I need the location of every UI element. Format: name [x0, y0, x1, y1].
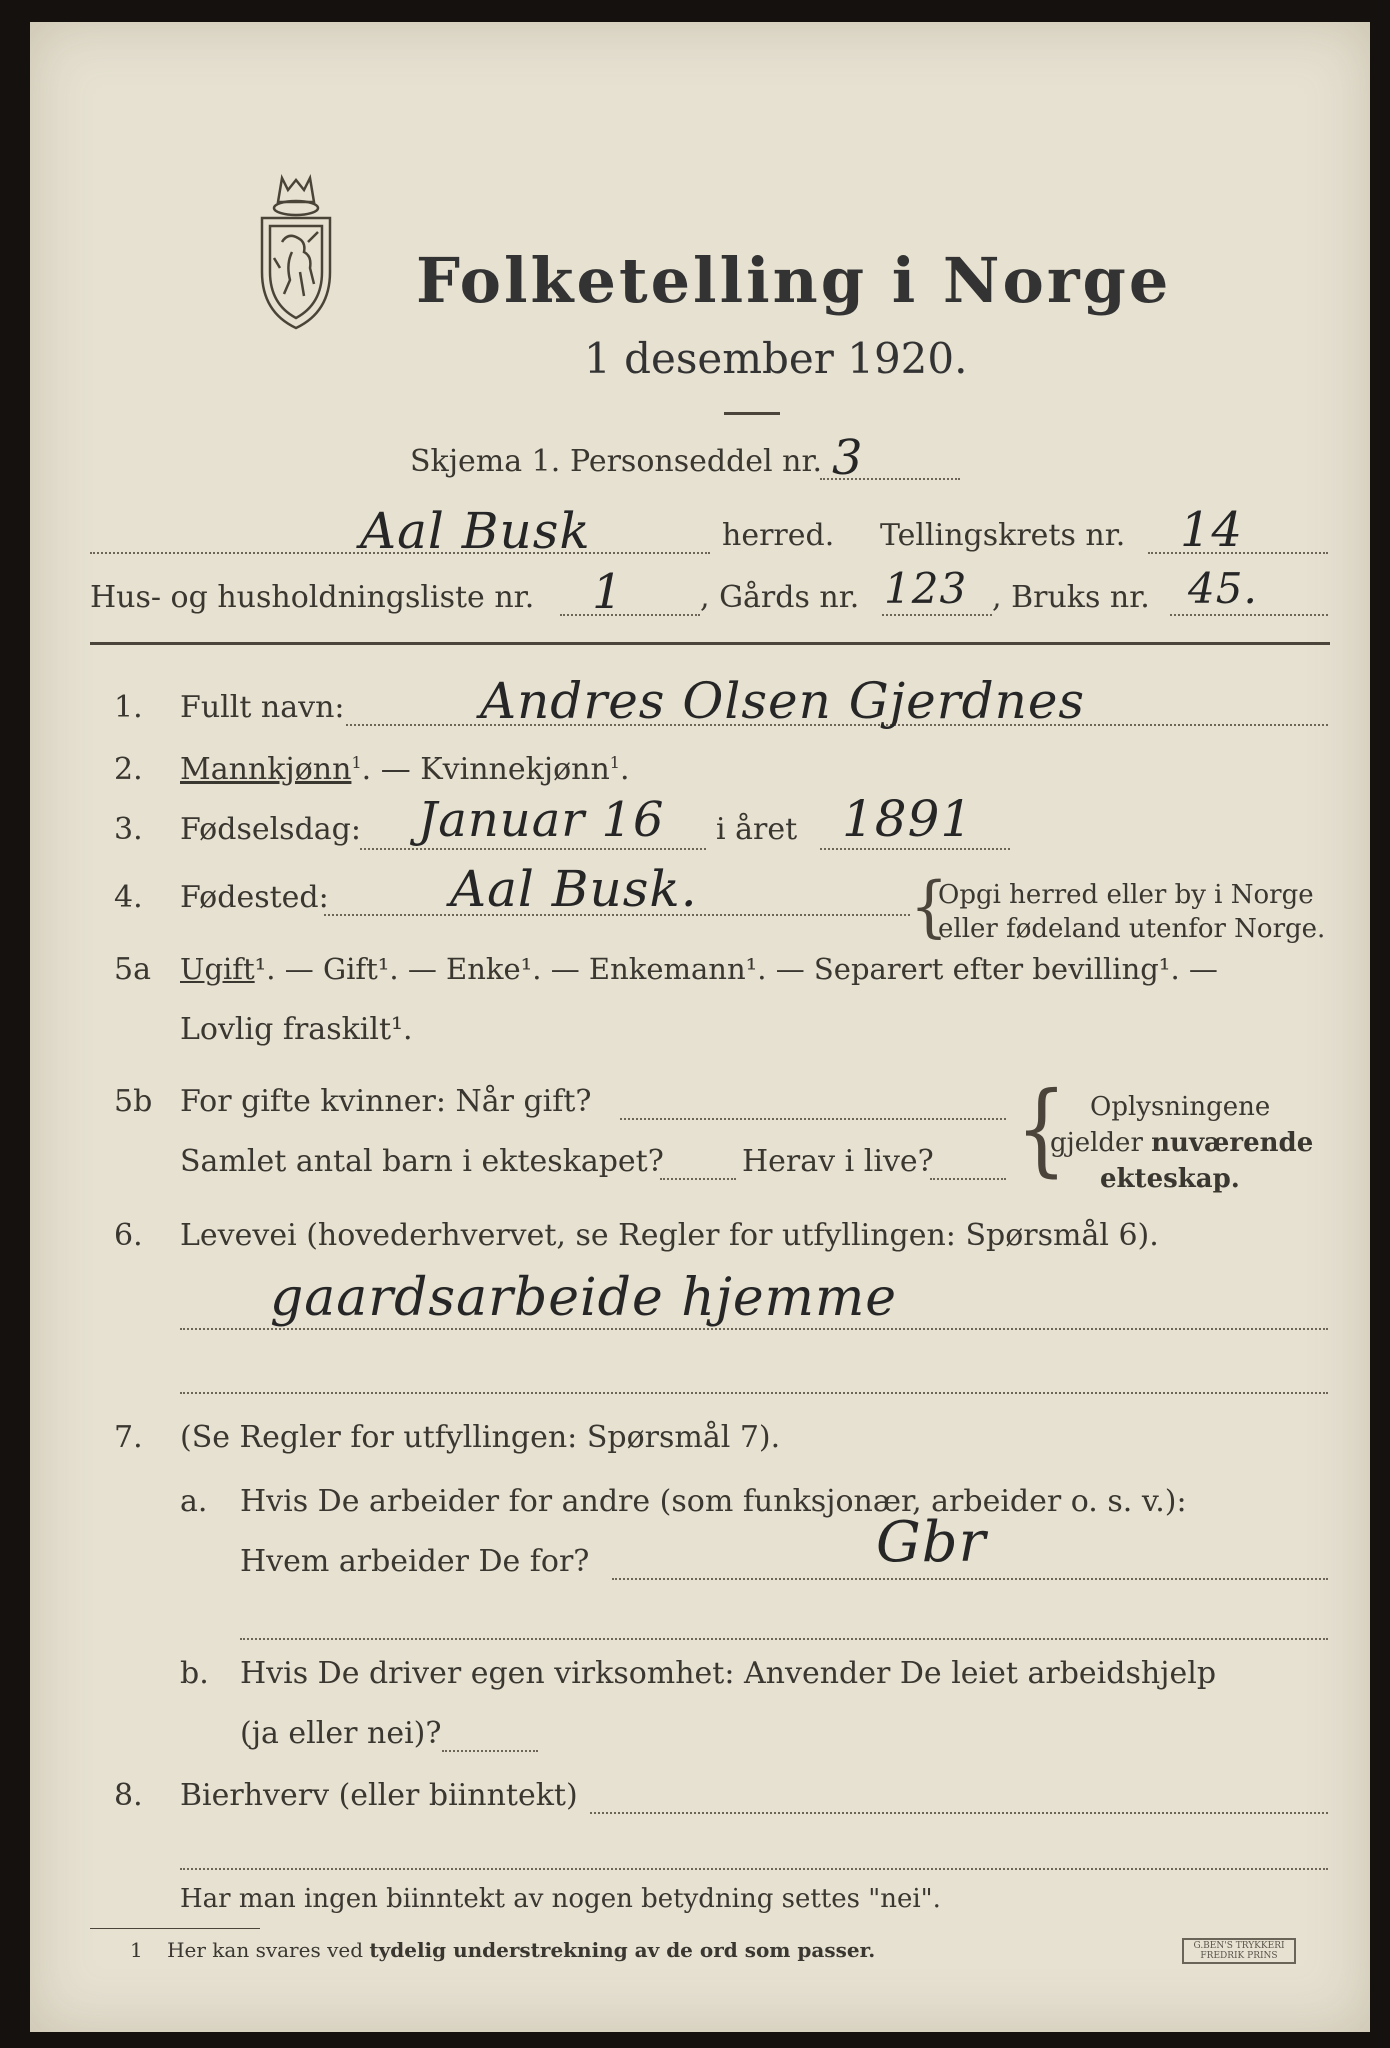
q6-value: gaardsarbeide hjemme: [270, 1268, 898, 1328]
footnote-divider: [90, 1928, 260, 1929]
gards-value: 123: [884, 564, 968, 613]
personseddel-value: 3: [832, 430, 864, 486]
q4-brace: {: [910, 868, 949, 946]
q6-label: Levevei (hovederhvervet, se Regler for utfyllingen: Spørsmål 6).: [180, 1218, 1159, 1253]
q7b-number: b.: [180, 1656, 209, 1691]
q8-label: Bierhverv (eller biinntekt): [180, 1778, 578, 1813]
q5b-note-3: ekteskap.: [1100, 1164, 1240, 1194]
q5b-brace: {: [1016, 1070, 1067, 1187]
q3-value: Januar 16: [418, 792, 665, 848]
q7-number: 7.: [114, 1420, 143, 1455]
q8-note: Har man ingen biinntekt av nogen betydning settes "nei".: [180, 1884, 941, 1914]
q7a-value: Gbr: [876, 1510, 987, 1575]
census-form: [30, 22, 1370, 2032]
hus-label: Hus- og husholdningsliste nr.: [90, 580, 535, 615]
q4-value: Aal Busk.: [450, 860, 698, 918]
q2-options: Mannkjønn$^1$. — Kvinnekjønn$^1$.: [180, 752, 630, 787]
q4-label: Fødested:: [180, 880, 329, 915]
personseddel-label: Personseddel nr.: [570, 444, 823, 479]
q5b-label-2: Samlet antal barn i ekteskapet?: [180, 1144, 664, 1179]
q5a-ugift: Ugift: [180, 952, 255, 986]
q5b-label-3: Herav i live?: [742, 1144, 934, 1179]
q7b-label: Hvis De driver egen virksomhet: Anvender De leiet arbeidshjelp: [240, 1656, 1217, 1691]
q4-number: 4.: [114, 880, 143, 915]
q5b-note-2: gjelder nuværende: [1050, 1128, 1314, 1158]
q7a-number: a.: [180, 1484, 208, 1519]
herred-value: Aal Busk: [360, 502, 591, 560]
q1-value: Andres Olsen Gjerdnes: [480, 672, 1086, 730]
footnote: 1 Her kan svares ved tydelig understrekning av de ord som passer.: [130, 1938, 876, 1962]
q7b-label-2: (ja eller nei)?: [240, 1716, 442, 1751]
printer-stamp: G.BEN'S TRYKKERI FREDRIK PRINS: [1182, 1938, 1296, 1964]
q1-number: 1.: [114, 690, 143, 725]
q5a-number: 5a: [114, 952, 151, 987]
hus-value: 1: [592, 564, 624, 620]
herred-label: herred.: [722, 518, 835, 553]
q5a-line2: Lovlig fraskilt¹.: [180, 1012, 413, 1047]
q7a-label-2: Hvem arbeider De for?: [240, 1544, 590, 1579]
q7a-label: Hvis De arbeider for andre (som funksjonær, arbeider o. s. v.):: [240, 1484, 1187, 1519]
gards-label: , Gårds nr.: [700, 580, 860, 615]
q5b-note-1: Oplysningene: [1090, 1092, 1271, 1122]
q3-label: Fødselsdag:: [180, 812, 361, 847]
q2-male: Mannkjønn: [180, 752, 352, 787]
bruks-value: 45.: [1188, 564, 1258, 613]
q2-female: Kvinnekjønn: [420, 752, 610, 787]
schema-label: Skjema 1.: [410, 444, 561, 479]
coat-of-arms-icon: [248, 172, 344, 332]
tellingskrets-label: Tellingskrets nr.: [880, 518, 1126, 553]
bruks-label: , Bruks nr.: [992, 580, 1150, 615]
q5b-number: 5b: [114, 1084, 153, 1119]
q1-label: Fullt navn:: [180, 690, 345, 725]
q4-note-1: Opgi herred eller by i Norge: [938, 880, 1314, 910]
header-divider: [90, 642, 1330, 645]
title-divider: [724, 412, 780, 415]
q4-note-2: eller fødeland utenfor Norge.: [938, 914, 1326, 944]
q3-number: 3.: [114, 812, 143, 847]
q2-number: 2.: [114, 752, 143, 787]
q5b-label-1: For gifte kvinner: Når gift?: [180, 1084, 592, 1119]
form-title: Folketelling i Norge: [416, 244, 1172, 317]
q7-label: (Se Regler for utfyllingen: Spørsmål 7).: [180, 1420, 781, 1455]
q5a-options: Ugift¹. — Gift¹. — Enke¹. — Enkemann¹. — Separert efter bevilling¹. —: [180, 952, 1218, 986]
q3-year-value: 1891: [842, 790, 974, 848]
q6-number: 6.: [114, 1218, 143, 1253]
form-date: 1 desember 1920.: [584, 334, 968, 383]
q8-number: 8.: [114, 1778, 143, 1813]
tellingskrets-value: 14: [1180, 502, 1244, 558]
q3-year-label: i året: [716, 812, 798, 847]
